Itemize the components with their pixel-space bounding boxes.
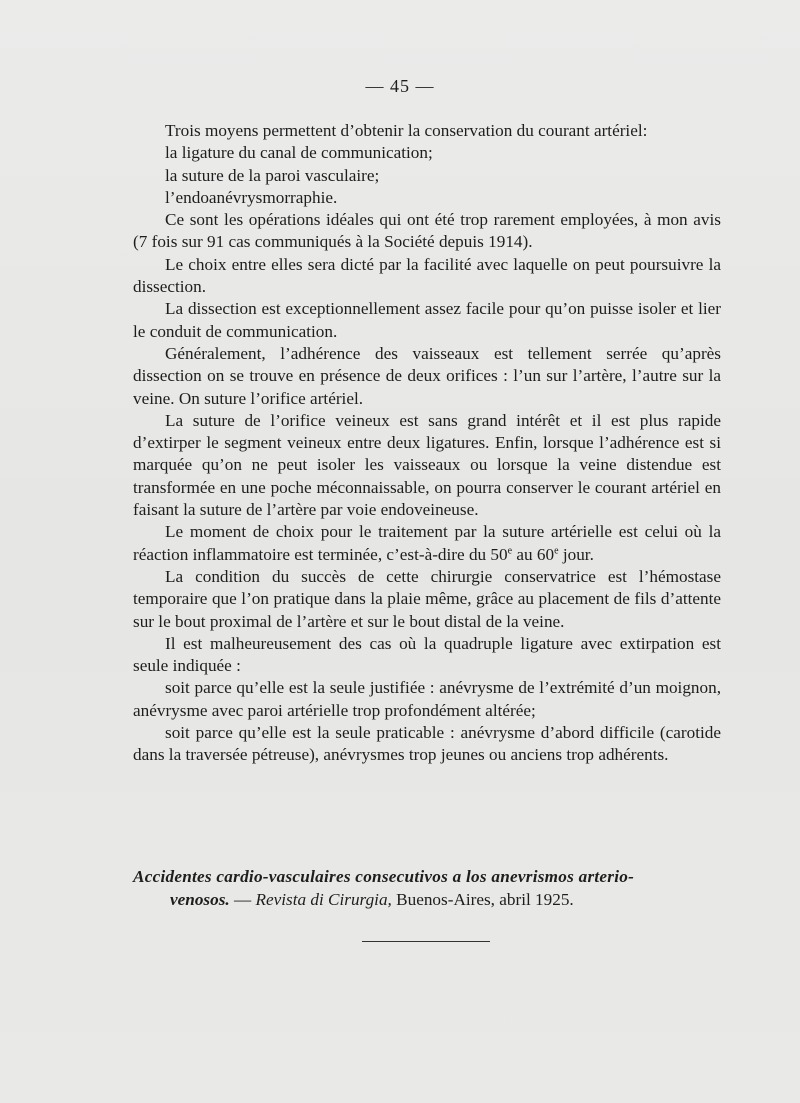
paragraph: soit parce qu’elle est la seule praticable : anévrysme d’abord difficile (carotide dans la traversée pétreuse), anévrysmes trop jeunes ou anciens trop adhérents. (133, 723, 721, 765)
reference-title-continued: venosos. (170, 889, 230, 909)
section-divider (362, 941, 490, 942)
paragraph: Ce sont les opérations idéales qui ont été trop rarement employées, à mon avis (7 fois sur 91 cas communiqués à la Société depuis 1914). (133, 210, 721, 252)
superscript: e (554, 544, 559, 556)
paragraph: Trois moyens permettent d’obtenir la conservation du courant artériel: (165, 121, 648, 140)
bibliographic-reference (133, 866, 721, 911)
paragraph: Généralement, l’adhérence des vaisseaux est tellement serrée qu’après dissection on se trouve en présence de deux orifices : l’un sur l’artère, l’autre sur la veine. On suture l’orifice artériel. (133, 343, 721, 408)
reference-line (133, 866, 721, 889)
paragraph: La condition du succès de cette chirurgie conservatrice est l’hémostase temporaire que l’on pratique dans la plaie même, grâce au placement de fils d’attente sur le bout proximal de l’artère et sur le bout distal de la veine. (133, 566, 721, 631)
reference-journal: Revista di Cirurgia, (255, 889, 392, 909)
paragraph: soit parce qu’elle est la seule justifiée : anévrysme de l’extrémité d’un moignon, anévrysme avec paroi artérielle trop profondément altérée; (133, 678, 721, 720)
paragraph-text: au 60 (512, 544, 555, 564)
paragraph: La suture de l’orifice veineux est sans grand intérêt et il est plus rapide d’extirper le segment veineux entre deux ligatures. Enfin, lorsque l’adhérence est si marquée qu’on ne peut isoler les vaisseaux ou lorsque la veine distendue est transformée en une poche méconnaissable, on pourra conserver le courant artériel en faisant la suture de l’artère par voie endoveineuse. (133, 410, 721, 520)
superscript: e (507, 544, 513, 556)
paragraph: Le choix entre elles sera dicté par la facilité avec laquelle on peut poursuivre la dissection. (133, 254, 721, 297)
paragraph: Il est malheureusement des cas où la quadruple ligature avec extirpation est seule indiquée : (133, 633, 721, 676)
reference-place-date: Buenos-Aires, abril 1925. (391, 889, 574, 909)
paragraph-text: Le moment de choix pour le traitement par la suture artérielle est celui où la réaction inflammatoire est terminée, c’est-à-dire du 50 (133, 522, 721, 564)
page-number: — 45 — (365, 76, 435, 96)
paragraph-text: jour. (558, 544, 594, 564)
reference-line (133, 889, 721, 912)
paragraph: la suture de la paroi vasculaire; (165, 165, 380, 185)
reference-dash: — (229, 889, 256, 909)
body-text (133, 120, 721, 767)
paragraph (133, 521, 721, 566)
paragraph: La dissection est exceptionnellement assez facile pour qu’on puisse isoler et lier le conduit de communication. (133, 299, 721, 341)
paragraph: la ligature du canal de communication; (165, 143, 433, 163)
paragraph: l’endoanévrysmorraphie. (165, 187, 338, 207)
reference-title: Accidentes cardio-vasculaires consecutivos a los anevrismos arterio- (133, 867, 635, 886)
